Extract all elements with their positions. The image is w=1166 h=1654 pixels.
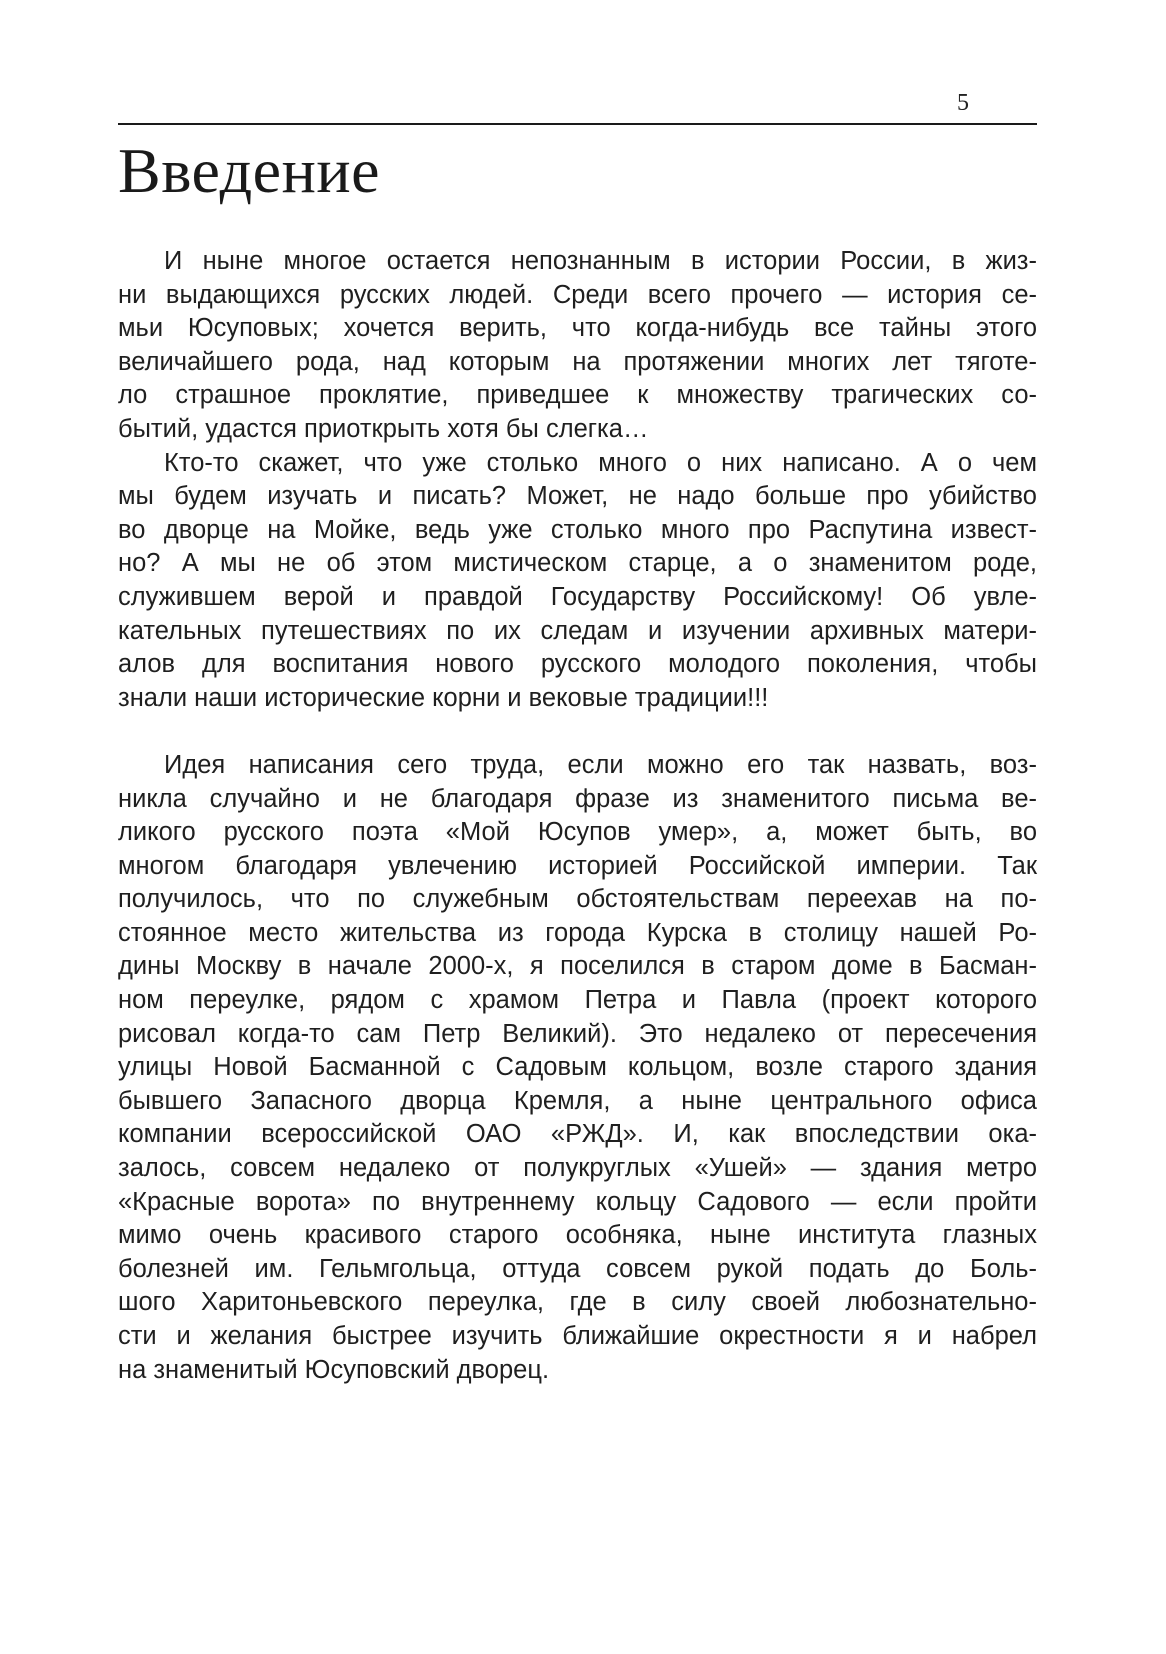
text-line: на знаменитый Юсуповский дворец. <box>118 1355 550 1384</box>
text-line: величайшего рода, над которым на протяжении многих лет тяготе- <box>118 347 1037 376</box>
text-line: рисовал когда-то сам Петр Великий). Это недалеко от пересечения <box>118 1019 1037 1048</box>
paragraph-gap <box>118 715 1037 749</box>
paragraph-3 <box>118 749 1037 1387</box>
chapter-body <box>118 245 1037 1387</box>
text-line: мимо очень красивого старого особняка, ныне института глазных <box>118 1221 1037 1250</box>
header-rule <box>118 123 1037 125</box>
text-line: сти и желания быстрее изучить ближайшие окрестности я и набрел <box>118 1322 1037 1350</box>
text-line: служившем верой и правдой Государству Российскому! Об увле- <box>118 582 1037 611</box>
text-line: кательных путешествиях по их следам и изучении архивных матери- <box>118 616 1037 645</box>
paragraph-2 <box>118 447 1037 716</box>
text-line: дины Москву в начале 2000-х, я поселился в старом доме в Басман- <box>118 952 1037 981</box>
text-line: болезней им. Гельмгольца, оттуда совсем рукой подать до Боль- <box>118 1254 1037 1283</box>
text-line: но? А мы не об этом мистическом старце, а о знаменитом роде, <box>118 549 1037 578</box>
text-line: Кто-то скажет, что уже столько много о них написано. А о чем <box>164 448 1037 477</box>
text-line: стоянное место жительства из города Курска в столицу нашей Ро- <box>118 918 1037 947</box>
text-line: улицы Новой Басманной с Садовым кольцом, возле старого здания <box>118 1053 1037 1082</box>
text-line: мьи Юсуповых; хочется верить, что когда-нибудь все тайны этого <box>118 314 1037 343</box>
text-line: многом благодаря увлечению историей Российской империи. Так <box>118 851 1037 880</box>
paragraph-1 <box>118 245 1037 447</box>
text-line: ликого русского поэта «Мой Юсупов умер», а, может быть, во <box>118 818 1037 847</box>
text-line: «Красные ворота» по внутреннему кольцу Садового — если пройти <box>118 1187 1037 1216</box>
text-line: бытий, удастся приоткрыть хотя бы слегка… <box>118 414 649 443</box>
text-line: ло страшное проклятие, приведшее к множеству трагических со- <box>118 381 1037 410</box>
text-line: шого Харитоньевского переулка, где в силу своей любознательно- <box>118 1288 1037 1317</box>
text-line: во дворце на Мойке, ведь уже столько много про Распутина извест- <box>118 515 1037 544</box>
text-line: Идея написания сего труда, если можно его так назвать, воз- <box>164 750 1037 779</box>
text-line: мы будем изучать и писать? Может, не надо больше про убийство <box>118 482 1037 511</box>
text-line: ном переулке, рядом с храмом Петра и Павла (проект которого <box>118 986 1037 1015</box>
text-line: залось, совсем недалеко от полукруглых «Ушей» — здания метро <box>118 1154 1037 1183</box>
text-line: получилось, что по служебным обстоятельствам переехав на по- <box>118 885 1037 914</box>
text-line: алов для воспитания нового русского молодого поколения, чтобы <box>118 650 1037 679</box>
chapter-title: Введение <box>118 135 380 206</box>
text-line: бывшего Запасного дворца Кремля, а ныне центрального офиса <box>118 1086 1037 1115</box>
text-line: компании всероссийской ОАО «РЖД». И, как впоследствии ока- <box>118 1120 1037 1149</box>
text-line: никла случайно и не благодаря фразе из знаменитого письма ве- <box>118 784 1037 813</box>
text-line: ни выдающихся русских людей. Среди всего прочего — история се- <box>118 280 1037 309</box>
page-number: 5 <box>957 90 969 116</box>
text-line: И ныне многое остается непознанным в истории России, в жиз- <box>164 247 1037 275</box>
text-line: знали наши исторические корни и вековые традиции!!! <box>118 683 769 712</box>
